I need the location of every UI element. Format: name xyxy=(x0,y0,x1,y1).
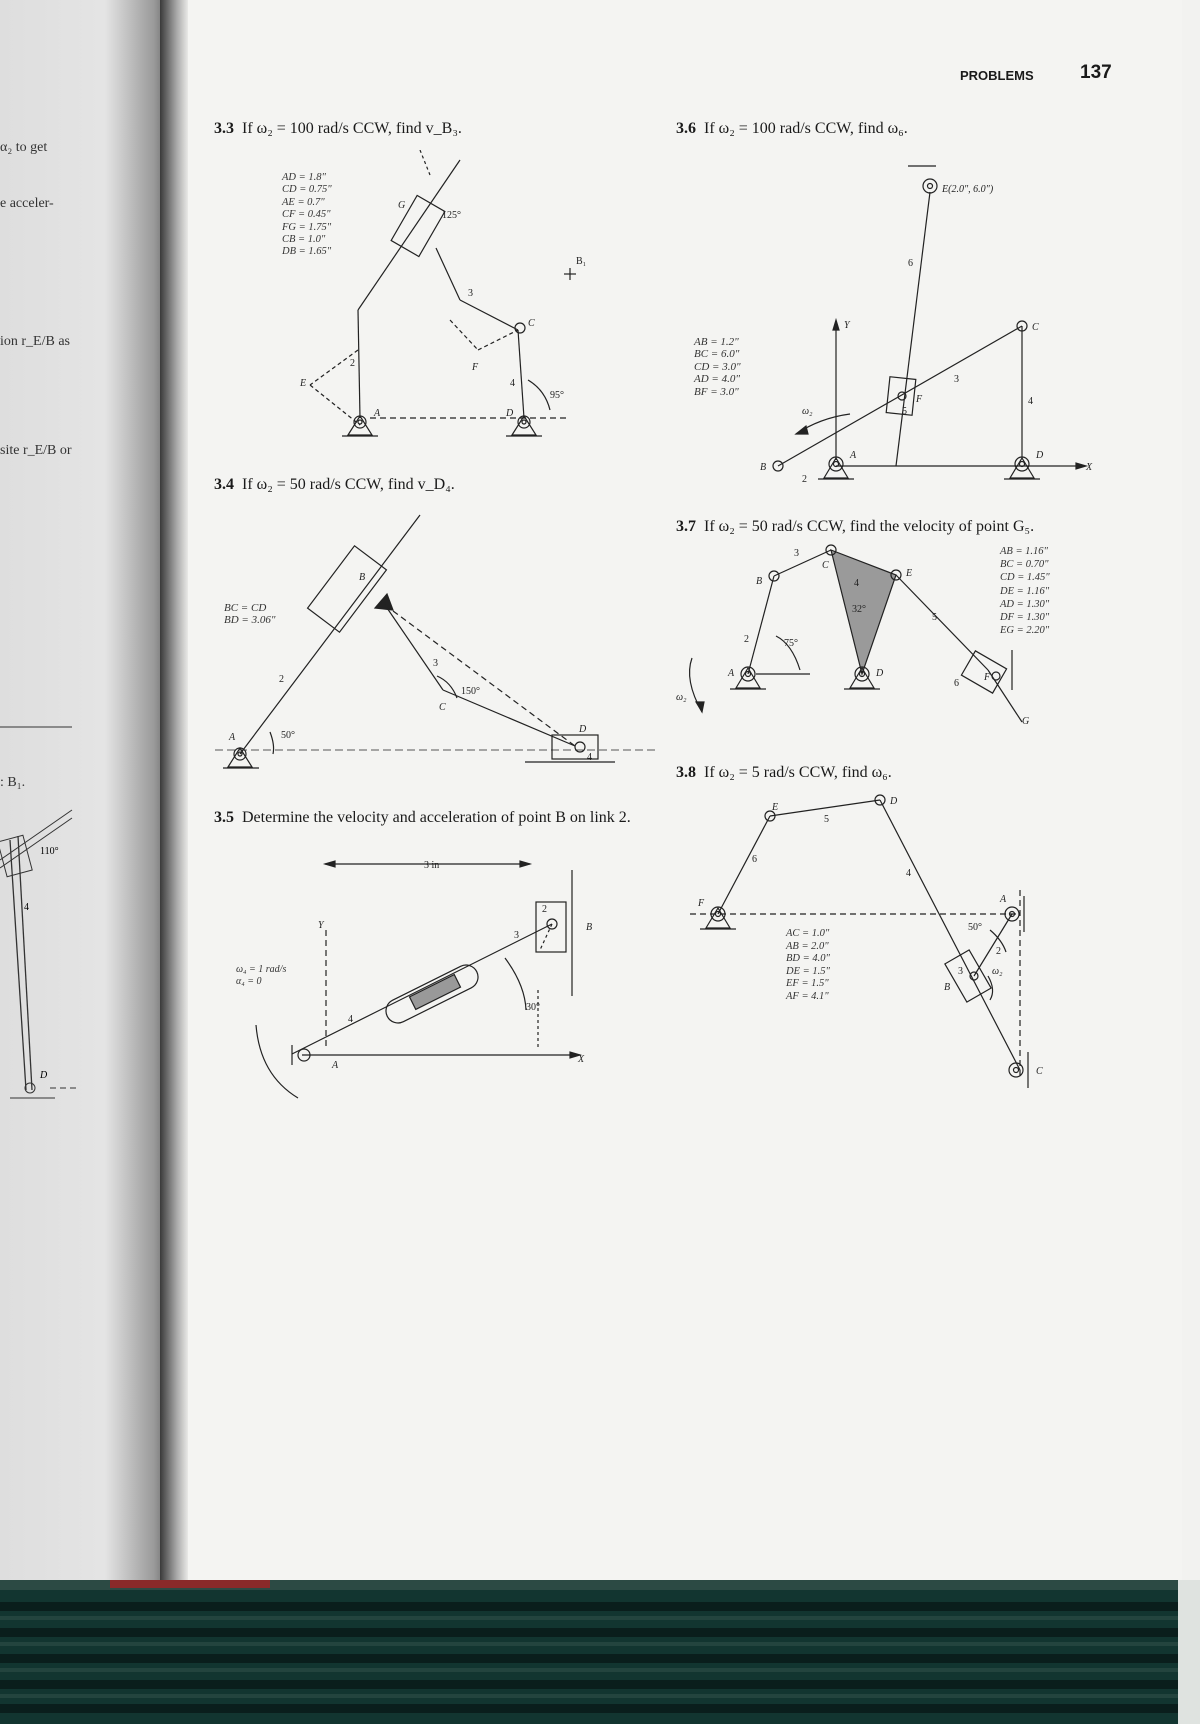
fig-label: D xyxy=(1036,450,1044,461)
fig-label: 3 xyxy=(468,288,473,299)
left-fragment: ion r_E/B as xyxy=(0,334,70,349)
problem-number: 3.7 xyxy=(676,518,696,535)
fig-label: 4 xyxy=(1028,396,1033,407)
spec-line: CD = 3.0" xyxy=(694,360,741,373)
problem-3-6-specs xyxy=(694,336,741,398)
fig-label: 150° xyxy=(461,686,480,697)
fig-label: X xyxy=(578,1054,585,1065)
fig-label: D xyxy=(876,668,884,679)
fig-label: 2 xyxy=(279,674,284,685)
spec-line: AC = 1.0" xyxy=(786,928,830,939)
fig-label: C xyxy=(439,702,446,713)
fig-label: D xyxy=(890,796,898,807)
problem-text: Determine the velocity and acceleration of point B on link 2. xyxy=(242,809,631,826)
problem-text: If ω₂ = 50 rad/s CCW, find v_D₄. xyxy=(242,476,455,493)
fig-label: C xyxy=(1032,322,1039,333)
fig-label: A xyxy=(728,668,735,679)
fig-label: 4 xyxy=(510,378,515,389)
spec-line: AD = 4.0" xyxy=(694,373,740,386)
spec-line: AD = 1.30" xyxy=(1000,598,1050,610)
problem-3-4-title xyxy=(214,476,455,494)
spec-line: DB = 1.65" xyxy=(282,246,332,258)
spec-line: AE = 0.7" xyxy=(282,196,325,208)
problem-number: 3.3 xyxy=(214,120,234,137)
spec-line: CB = 1.0" xyxy=(282,234,326,246)
fig-label: 50° xyxy=(281,730,295,741)
problem-3-7-title xyxy=(676,518,1034,536)
left-fragment: α₂ to get xyxy=(0,140,48,155)
fig-label: 2 xyxy=(744,634,749,645)
spec-line: DF = 1.30" xyxy=(1000,612,1050,624)
left-fragment: site r_E/B or xyxy=(0,443,72,458)
fig-label: 50° xyxy=(968,922,982,933)
fig-label: Y xyxy=(318,920,324,931)
fig-label: 4 xyxy=(348,1014,353,1025)
book-cover-band xyxy=(0,1580,1200,1724)
spec-line: CD = 1.45" xyxy=(1000,572,1050,584)
problem-3-3-figure xyxy=(270,150,600,450)
fig-label: F xyxy=(698,898,705,909)
fig-label: D xyxy=(506,408,514,419)
problem-3-8-title xyxy=(676,764,892,782)
fig-label: 5 xyxy=(932,612,937,623)
problem-3-5-title xyxy=(214,807,654,829)
spec-line: BD = 4.0" xyxy=(786,953,830,965)
fig-label: C xyxy=(822,560,829,571)
fig-label: E xyxy=(906,568,913,579)
spec-line: AB = 1.2" xyxy=(694,336,739,348)
fig-label: A xyxy=(229,732,236,743)
fig-label: F xyxy=(916,394,923,405)
fig-label: 4 xyxy=(906,868,911,879)
fig-label: B xyxy=(756,576,763,587)
fig-label: A xyxy=(332,1060,339,1071)
fig-label: 2 xyxy=(996,946,1001,957)
fig-label: A xyxy=(374,408,381,419)
spec-line: BD = 3.06" xyxy=(224,614,276,627)
problem-text: If ω₂ = 5 rad/s CCW, find ω₆. xyxy=(704,764,892,781)
left-fragment: e acceler- xyxy=(0,196,54,211)
problem-3-3-title xyxy=(214,120,462,138)
fig-label: 95° xyxy=(550,390,564,401)
problem-number: 3.5 xyxy=(214,809,234,826)
fig-label: Y xyxy=(844,320,850,331)
left-page-figure xyxy=(0,710,80,1110)
problem-3-5-figure xyxy=(240,850,620,1100)
section-header: PROBLEMS xyxy=(960,68,1034,83)
fig-label: E xyxy=(772,802,779,813)
fig-label: E xyxy=(300,378,307,389)
fig-label: D xyxy=(40,1070,48,1081)
spec-line: CF = 0.45" xyxy=(282,209,331,221)
page-number: 137 xyxy=(1080,62,1112,83)
fig-label: B xyxy=(359,572,366,583)
fig-label: 75° xyxy=(784,638,798,649)
fig-label: 3 xyxy=(433,658,438,669)
spec-line: BC = 0.70" xyxy=(1000,559,1049,571)
fig-label: E(2.0", 6.0") xyxy=(942,184,994,195)
spec-line: FG = 1.75" xyxy=(282,221,332,233)
fig-label: X xyxy=(1086,462,1093,473)
fig-label: A xyxy=(850,450,857,461)
fig-label: 125° xyxy=(442,210,461,221)
fig-label: C xyxy=(1036,1066,1043,1077)
fig-label: 3 xyxy=(954,374,959,385)
fig-label: B xyxy=(760,462,767,473)
spec-line: BC = 6.0" xyxy=(694,348,740,361)
fig-label: 4 xyxy=(587,752,592,763)
spec-line: EF = 1.5" xyxy=(786,978,829,990)
problem-3-7-figure xyxy=(676,540,1076,740)
problem-3-4-figure xyxy=(215,510,655,780)
spec-line: EG = 2.20" xyxy=(1000,625,1050,637)
spec-line: α₄ = 0 xyxy=(236,976,262,988)
fig-label: F xyxy=(472,362,479,373)
book-spine xyxy=(160,0,188,1724)
fig-label: C xyxy=(528,318,535,329)
problem-text: If ω₂ = 50 rad/s CCW, find the velocity of point G₅. xyxy=(704,518,1035,535)
fig-label: F xyxy=(984,672,991,683)
problem-3-8-figure xyxy=(690,790,1050,1100)
fig-label: B₁ xyxy=(576,256,587,267)
fig-label: 6 xyxy=(752,854,757,865)
fig-label: 2 xyxy=(802,474,807,485)
fig-label: D xyxy=(579,724,587,735)
fig-label: 6 xyxy=(954,678,959,689)
problem-text: If ω₂ = 100 rad/s CCW, find ω₆. xyxy=(704,120,908,137)
fig-label: 5 xyxy=(902,406,907,417)
fig-label: 32° xyxy=(852,604,866,615)
fig-label: G xyxy=(398,200,406,211)
fig-label: 6 xyxy=(908,258,913,269)
fig-label: 3 xyxy=(794,548,799,559)
fig-label: B xyxy=(944,982,951,993)
fig-label: B xyxy=(586,922,593,933)
spec-line: DE = 1.5" xyxy=(786,965,830,977)
spec-line: AB = 1.16" xyxy=(1000,546,1048,557)
fig-label: G xyxy=(1022,716,1030,727)
fig-label: 4 xyxy=(854,578,859,589)
problem-number: 3.8 xyxy=(676,764,696,781)
problem-number: 3.4 xyxy=(214,476,234,493)
fig-label: 2 xyxy=(542,904,547,915)
spec-line: ω₄ = 1 rad/s xyxy=(236,964,287,975)
fig-label: A xyxy=(1000,894,1007,905)
spec-line: AB = 2.0" xyxy=(786,940,829,952)
spec-line: BC = CD xyxy=(224,602,267,614)
fig-label: 3 in xyxy=(424,860,440,871)
problem-number: 3.6 xyxy=(676,120,696,137)
fig-label: 30° xyxy=(526,1002,540,1013)
fig-label: ω₂ xyxy=(802,406,813,417)
spec-line: CD = 0.75" xyxy=(282,184,332,196)
spec-line: BF = 3.0" xyxy=(694,385,739,398)
fig-label: 2 xyxy=(350,358,355,369)
spec-line: AF = 4.1" xyxy=(786,990,829,1002)
fig-label: ω₂ xyxy=(992,966,1003,977)
problem-3-6-figure xyxy=(760,160,1100,490)
fig-label: ω₂ xyxy=(676,692,687,703)
problem-text: If ω₂ = 100 rad/s CCW, find v_B₃. xyxy=(242,120,462,137)
left-fragment: : B₁. xyxy=(0,775,26,790)
fig-label: 4 xyxy=(24,902,29,913)
fig-label: 110° xyxy=(40,846,59,857)
fig-label: 5 xyxy=(824,814,829,825)
fig-label: 3 xyxy=(958,966,963,977)
spec-line: DE = 1.16" xyxy=(1000,585,1050,597)
spec-line: AD = 1.8" xyxy=(282,172,326,183)
fig-label: 3 xyxy=(514,930,519,941)
problem-3-6-title xyxy=(676,120,908,138)
